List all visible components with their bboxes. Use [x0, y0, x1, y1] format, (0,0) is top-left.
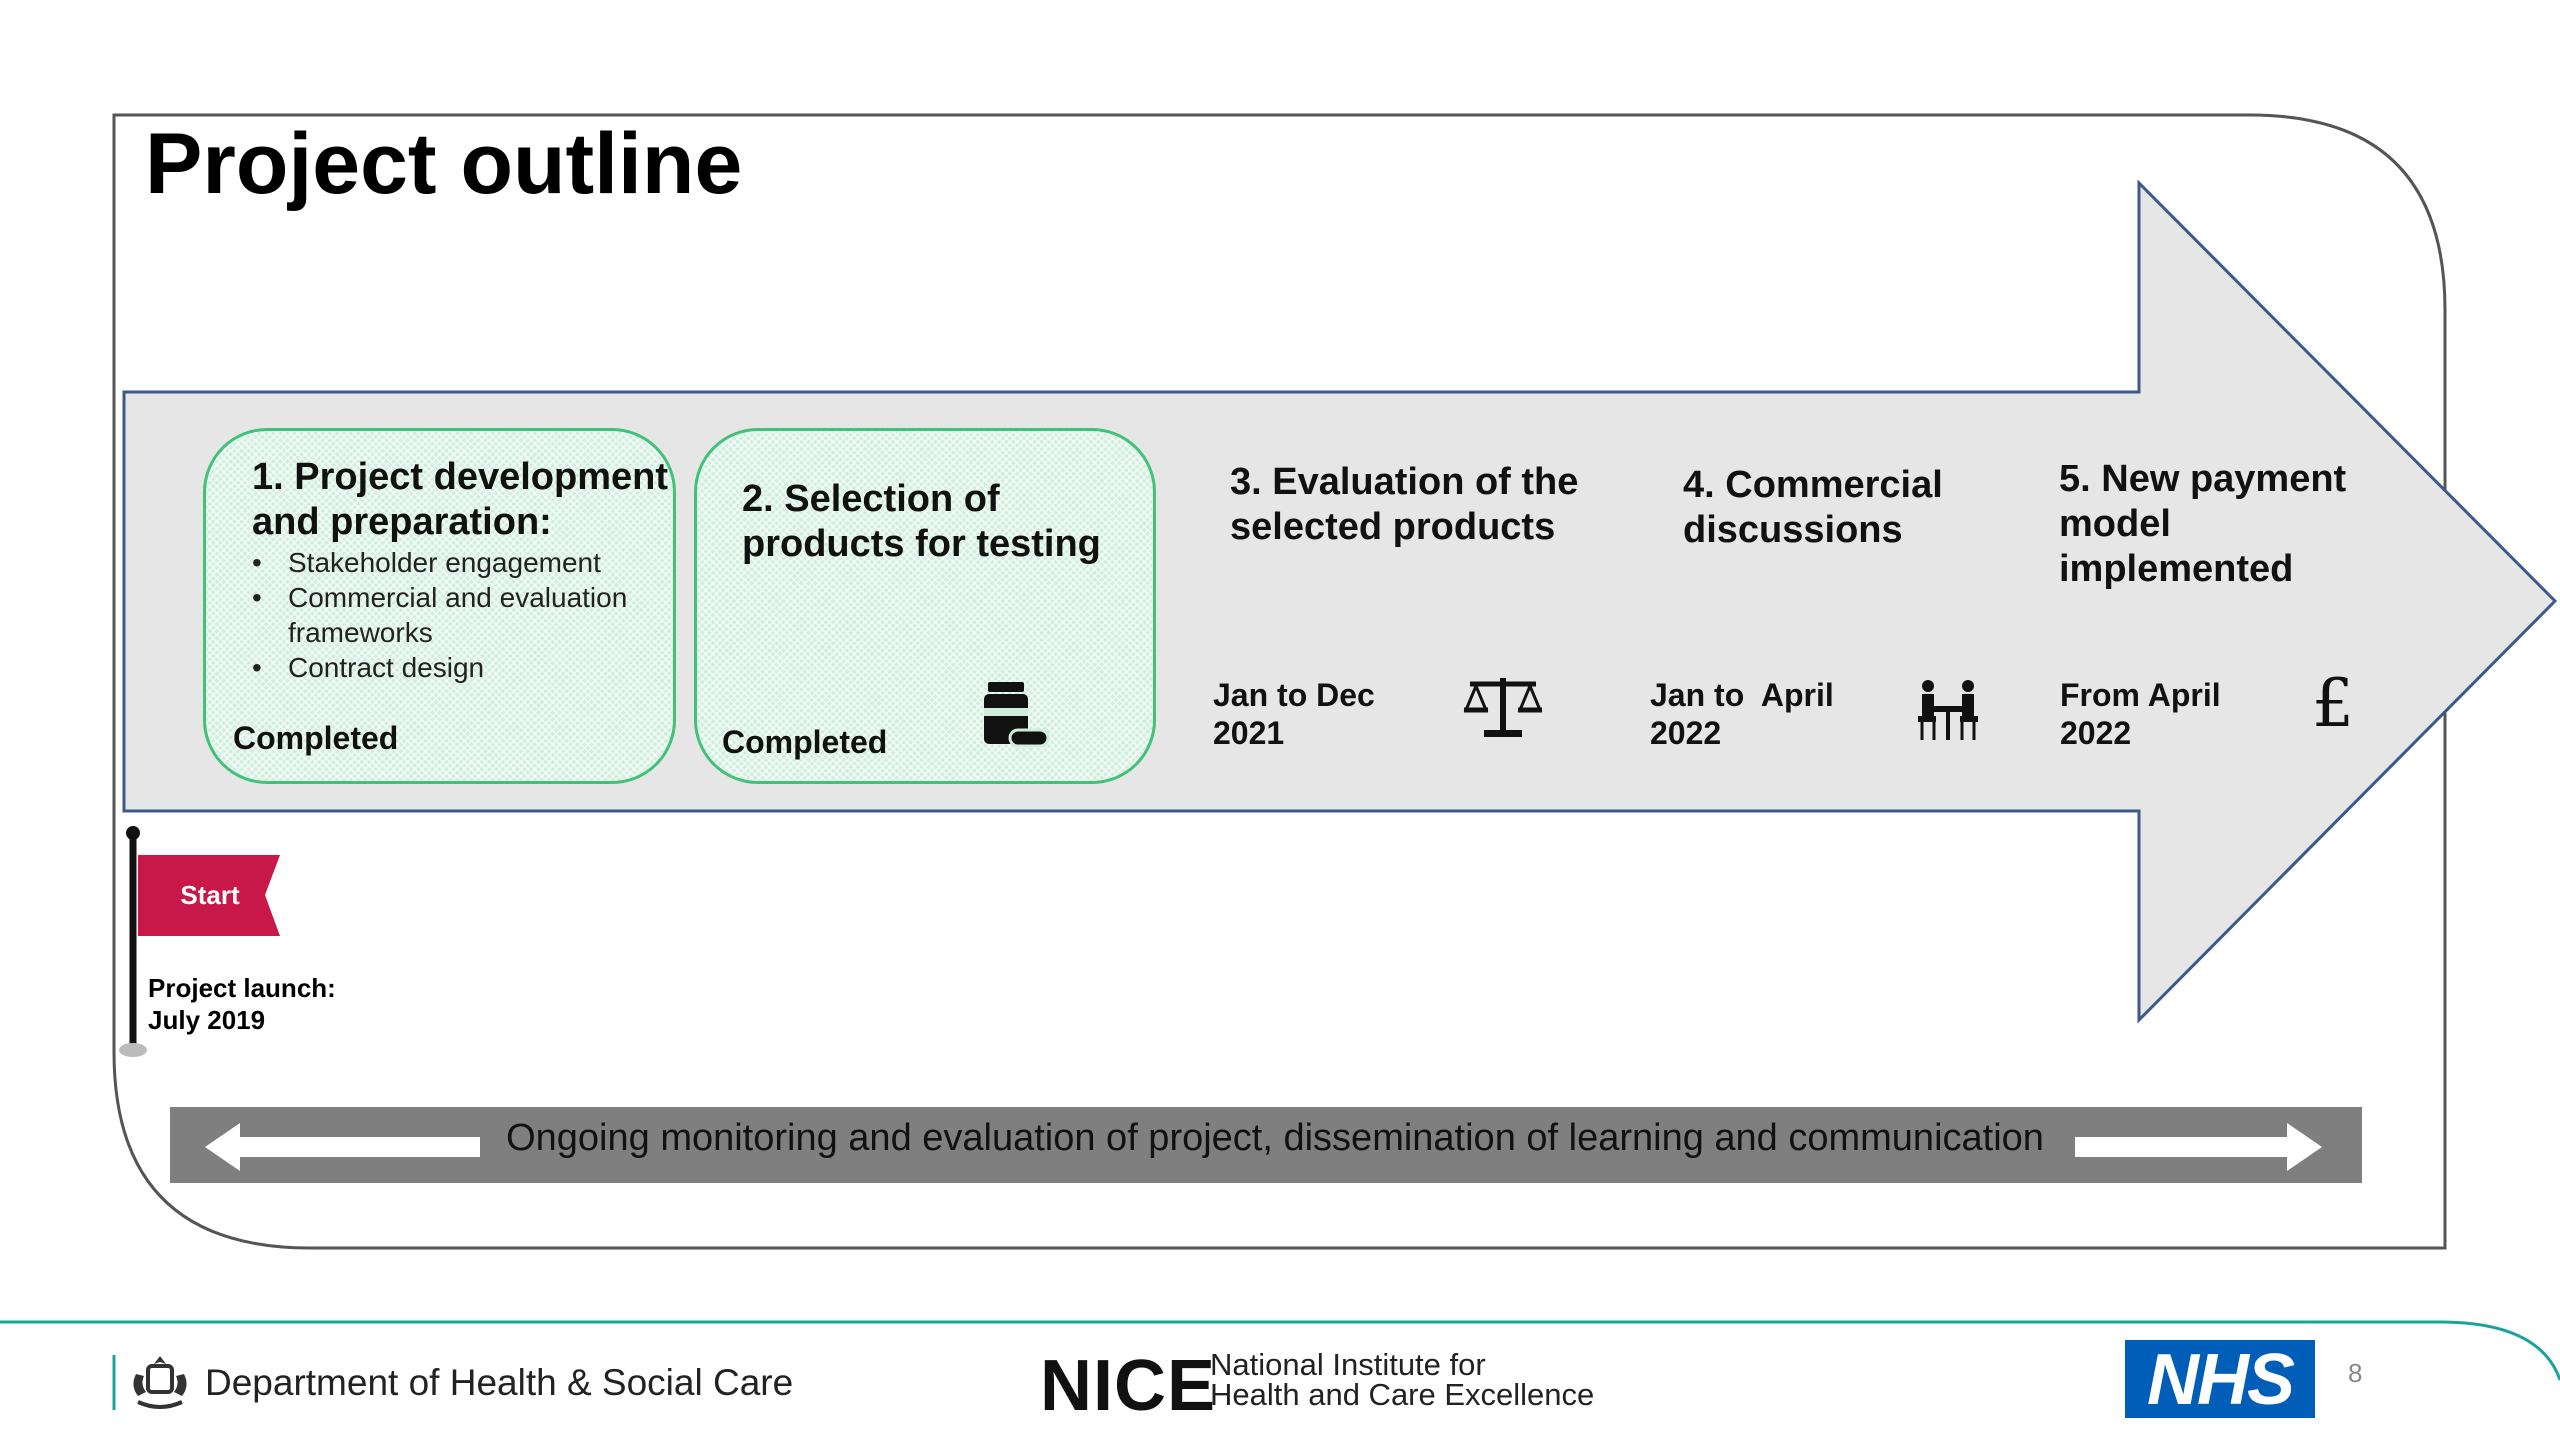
stage-2-title: 2. Selection of products for testing	[742, 478, 1101, 565]
nice-logo: NICE	[1040, 1346, 1217, 1426]
pound-sign-icon: £	[2312, 665, 2354, 742]
stage-4-title: 4. Commercial discussions	[1683, 464, 1943, 551]
project-launch-text: Project launch: July 2019	[148, 973, 336, 1035]
stage-1-bullets	[252, 545, 672, 685]
stage-5-title: 5. New payment model implemented	[2059, 458, 2347, 590]
nice-full-name: National Institute for Health and Care Excellence	[1210, 1347, 1595, 1412]
bullet-item: • Contract design	[252, 650, 672, 685]
royal-crest-icon	[128, 1352, 192, 1412]
stage-1-status: Completed	[233, 720, 399, 756]
stage-2-status: Completed	[722, 724, 888, 760]
bullet-item: • Stakeholder engagement	[252, 545, 672, 580]
start-flag-label: Start	[180, 880, 240, 910]
stage-5-date: From April 2022	[2060, 677, 2221, 751]
dhsc-logo-text: Department of Health & Social Care	[205, 1362, 794, 1403]
bullet-item: • Commercial and evaluation frameworks	[252, 580, 672, 650]
stage-3-title: 3. Evaluation of the selected products	[1230, 461, 1579, 548]
stage-1-title: 1. Project development and preparation:	[252, 456, 669, 543]
medicine-bottle-icon	[980, 680, 1050, 752]
scales-icon	[1462, 672, 1544, 742]
monitoring-banner-text: Ongoing monitoring and evaluation of project, dissemination of learning and communication	[506, 1117, 2044, 1159]
page-number: 8	[2348, 1358, 2363, 1388]
page-title: Project outline	[145, 116, 743, 212]
flag-pole-base	[119, 1043, 147, 1057]
stage-3-date: Jan to Dec 2021	[1213, 677, 1375, 751]
nhs-logo: NHS	[2125, 1340, 2315, 1418]
meeting-icon	[1916, 678, 1980, 744]
flag-pole-top	[126, 826, 140, 840]
stage-4-date: Jan to April 2022	[1650, 677, 1834, 751]
